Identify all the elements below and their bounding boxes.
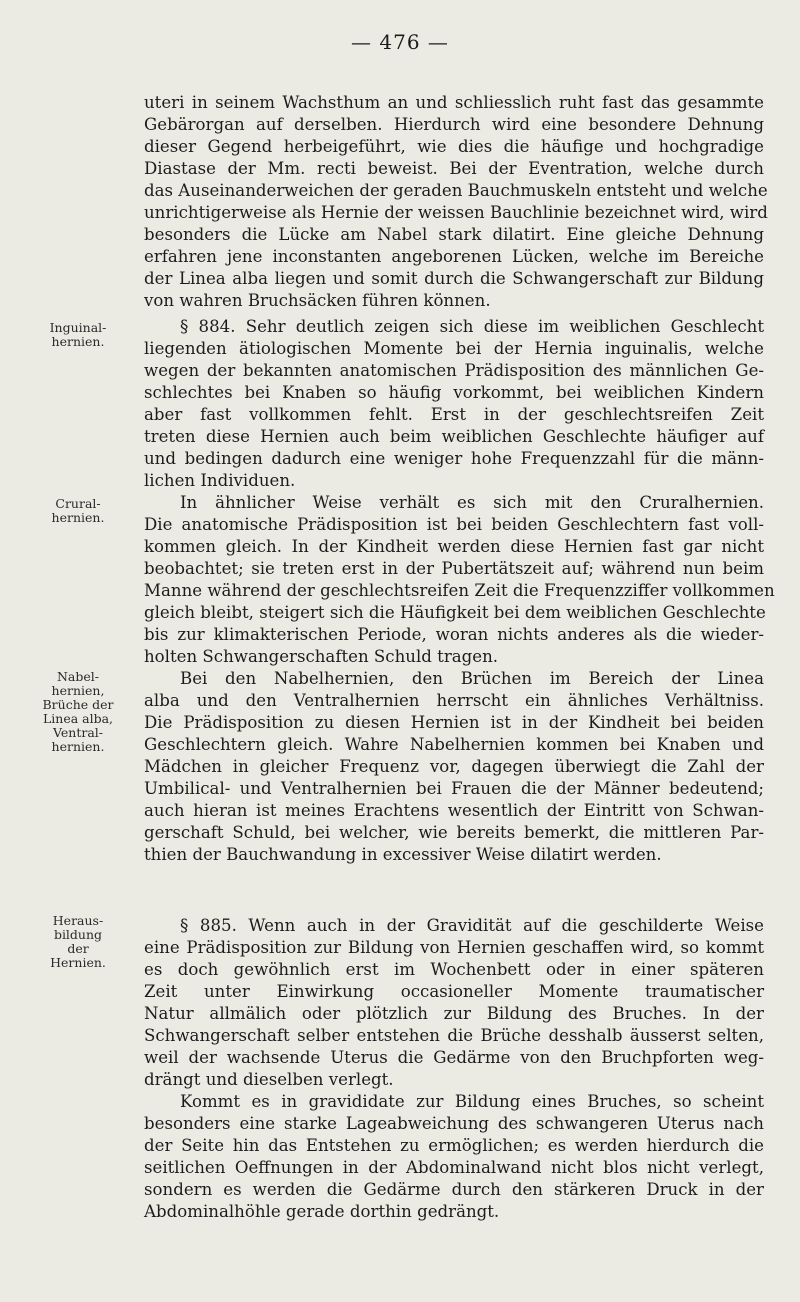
- text-line: unrichtigerweise als Hernie der weissen Bauchlinie bezeichnet wird, wird: [144, 203, 768, 223]
- sidenote-line: Nabel-: [56, 669, 99, 684]
- sidenote-line: hernien.: [51, 739, 105, 754]
- text-line: auch hieran ist meines Erachtens wesentlich der Eintritt von Schwan-: [144, 801, 764, 821]
- sidenote-line: Heraus-: [52, 913, 104, 928]
- text-line: § 884. Sehr deutlich zeigen sich diese im weiblichen Geschlecht: [180, 317, 764, 336]
- text-line: schlechtes bei Knaben so häufig vorkommt, bei weiblichen Kindern: [144, 383, 764, 403]
- sidenote-line: Crural-: [55, 496, 101, 511]
- text-line: Abdominalhöhle gerade dorthin gedrängt.: [144, 1202, 500, 1222]
- text-line: kommen gleich. In der Kindheit werden diese Hernien fast gar nicht: [144, 537, 764, 557]
- sidenote-line: Linea alba,: [42, 711, 114, 726]
- text-line: Umbilical- und Ventralhernien bei Frauen die der Männer bedeutend;: [144, 779, 764, 799]
- text-line: Bei den Nabelhernien, den Brüchen im Bereich der Linea: [180, 669, 764, 688]
- sidenote-line: bildung: [53, 927, 103, 942]
- text-line: erfahren jene inconstanten angeborenen Lücken, welche im Bereiche: [144, 247, 764, 267]
- text-line: sondern es werden die Gedärme durch den stärkeren Druck in der: [144, 1180, 764, 1200]
- sidenote-line: der: [67, 941, 89, 956]
- text-line: § 885. Wenn auch in der Gravidität auf die geschilderte Weise: [180, 916, 764, 935]
- text-line: Schwangerschaft selber entstehen die Brüche desshalb äusserst selten,: [144, 1026, 764, 1046]
- text-line: Manne während der geschlechtsreifen Zeit die Frequenzziffer vollkommen: [144, 581, 775, 601]
- text-line: Mädchen in gleicher Frequenz vor, dagegen überwiegt die Zahl der: [144, 757, 764, 777]
- sidenote-line: Hernien.: [50, 955, 106, 970]
- paragraph-6: [144, 1091, 764, 1223]
- text-line: der Seite hin das Entstehen zu ermöglichen; es werden hierdurch die: [144, 1136, 764, 1156]
- text-line: und bedingen dadurch eine weniger hohe Frequenzzahl für die männ-: [144, 449, 764, 469]
- text-line: besonders die Lücke am Nabel stark dilatirt. Eine gleiche Dehnung: [144, 225, 764, 245]
- text-line: der Linea alba liegen und somit durch die Schwangerschaft zur Bildung: [144, 269, 764, 289]
- sidenote-line: hernien.: [51, 510, 105, 525]
- sidenote-nabel-hernien: [38, 670, 118, 754]
- paragraph-3: [144, 492, 775, 668]
- text-line: eine Prädisposition zur Bildung von Hernien geschaffen wird, so kommt: [144, 938, 764, 958]
- text-line: weil der wachsende Uterus die Gedärme von den Bruchpforten weg-: [144, 1048, 764, 1068]
- text-line: Diastase der Mm. recti beweist. Bei der Eventration, welche durch: [144, 159, 764, 179]
- text-line: Gebärorgan auf derselben. Hierdurch wird eine besondere Dehnung: [144, 115, 764, 135]
- text-line: dieser Gegend herbeigeführt, wie dies die häufige und hochgradige: [144, 137, 764, 157]
- text-line: Die anatomische Prädisposition ist bei beiden Geschlechtern fast voll-: [144, 515, 764, 535]
- text-line: das Auseinanderweichen der geraden Bauchmuskeln entsteht und welche: [144, 181, 768, 201]
- text-line: drängt und dieselben verlegt.: [144, 1070, 394, 1090]
- text-line: uteri in seinem Wachsthum an und schliesslich ruht fast das gesammte: [144, 93, 764, 112]
- sidenote-line: Brüche der: [42, 697, 114, 712]
- sidenote-line: hernien.: [51, 334, 105, 349]
- paragraph-5: [144, 915, 764, 1091]
- text-line: holten Schwangerschaften Schuld tragen.: [144, 647, 499, 667]
- text-line: gleich bleibt, steigert sich die Häufigkeit bei dem weiblichen Geschlechte: [144, 603, 766, 623]
- text-line: alba und den Ventralhernien herrscht ein ähnliches Verhältniss.: [144, 691, 764, 711]
- paragraph-2: [144, 316, 764, 492]
- text-line: wegen der bekannten anatomischen Prädisposition des männlichen Ge-: [144, 361, 764, 381]
- text-line: von wahren Bruchsäcken führen können.: [144, 291, 491, 311]
- paragraph-1: [144, 92, 768, 312]
- text-line: aber fast vollkommen fehlt. Erst in der geschlechtsreifen Zeit: [144, 405, 764, 425]
- sidenote-crural-hernien: [38, 497, 118, 525]
- page-number: — 476 —: [351, 30, 449, 54]
- text-line: thien der Bauchwandung in excessiver Weise dilatirt werden.: [144, 845, 662, 865]
- text-line: Kommt es in gravididate zur Bildung eines Bruches, so scheint: [180, 1092, 764, 1111]
- text-line: Zeit unter Einwirkung occasioneller Momente traumatischer: [144, 982, 764, 1002]
- sidenote-line: Ventral-: [53, 725, 103, 740]
- text-line: seitlichen Oeffnungen in der Abdominalwand nicht blos nicht verlegt,: [144, 1158, 764, 1178]
- text-line: beobachtet; sie treten erst in der Pubertätszeit auf; während nun beim: [144, 559, 764, 579]
- text-line: bis zur klimakterischen Periode, woran nichts anderes als die wieder-: [144, 625, 764, 645]
- text-line: es doch gewöhnlich erst im Wochenbett oder in einer späteren: [144, 960, 764, 980]
- text-line: gerschaft Schuld, bei welcher, wie bereits bemerkt, die mittleren Par-: [144, 823, 764, 843]
- sidenote-line: hernien,: [51, 683, 105, 698]
- text-line: treten diese Hernien auch beim weiblichen Geschlechte häufiger auf: [144, 427, 764, 447]
- sidenote-line: Inguinal-: [49, 320, 107, 335]
- paragraph-4: [144, 668, 764, 866]
- text-line: lichen Individuen.: [144, 471, 296, 491]
- text-line: Natur allmälich oder plötzlich zur Bildung des Bruches. In der: [144, 1004, 764, 1024]
- text-line: Geschlechtern gleich. Wahre Nabelhernien kommen bei Knaben und: [144, 735, 764, 755]
- text-line: Die Prädisposition zu diesen Hernien ist in der Kindheit bei beiden: [144, 713, 764, 733]
- sidenote-inguinal-hernien: [38, 321, 118, 349]
- text-line: besonders eine starke Lageabweichung des schwangeren Uterus nach: [144, 1114, 764, 1134]
- text-line: In ähnlicher Weise verhält es sich mit den Cruralhernien.: [180, 493, 764, 512]
- text-line: liegenden ätiologischen Momente bei der Hernia inguinalis, welche: [144, 339, 764, 359]
- sidenote-herausbildung-der-hernien: [38, 914, 118, 970]
